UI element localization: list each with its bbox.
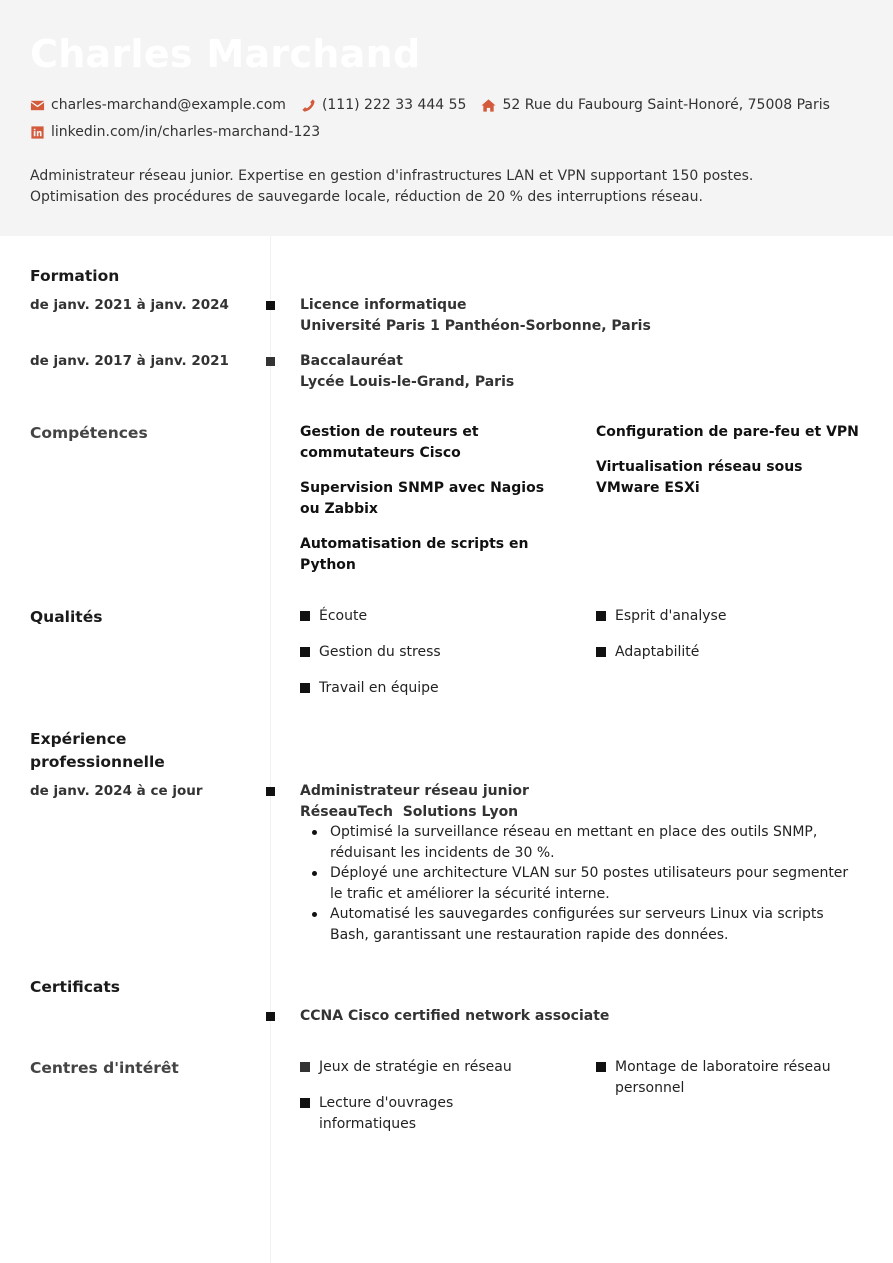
quality-text: Écoute	[319, 608, 368, 624]
entry-date: de janv. 2021 à janv. 2024	[30, 297, 229, 313]
interest-text: Montage de laboratoire réseau personnel	[615, 1059, 831, 1096]
interest-item	[596, 1057, 866, 1098]
profile-summary	[30, 166, 863, 208]
company: RéseauTech Solutions Lyon	[300, 803, 519, 820]
square-bullet-icon	[266, 1012, 275, 1021]
square-bullet-icon	[266, 301, 275, 310]
interest-item	[300, 1057, 560, 1078]
section-title: Qualités	[30, 608, 103, 626]
square-bullet-icon	[266, 787, 275, 796]
envelope-icon	[30, 98, 45, 113]
certificate-name: CCNA Cisco certified network associate	[300, 1008, 610, 1024]
task-text: Optimisé la surveillance réseau en mettant en place des outils SNMP, réduisant les incidents de 30 %.	[330, 824, 818, 861]
section-title: Formation	[30, 267, 120, 285]
linkedin-text: linkedin.com/in/charles-marchand-123	[51, 124, 321, 140]
square-bullet-icon	[300, 1062, 310, 1072]
contact-linkedin[interactable]	[30, 119, 320, 146]
entry-body	[300, 295, 863, 336]
phone-text: (111) 222 33 444 55	[321, 97, 467, 113]
school: Université Paris 1 Panthéon-Sorbonne, Paris	[300, 317, 651, 334]
skill-item: Automatisation de scripts en Python	[300, 536, 529, 573]
interest-text: Jeux de stratégie en réseau	[319, 1059, 512, 1075]
bullet-dot-icon	[312, 912, 317, 917]
summary-line: Administrateur réseau junior. Expertise en gestion d'infrastructures LAN et VPN supportant 150 postes.	[30, 168, 754, 184]
contact-email[interactable]	[30, 92, 286, 119]
interest-text: Lecture d'ouvrages informatiques	[319, 1095, 454, 1132]
home-icon	[481, 98, 496, 113]
contact-address	[481, 92, 829, 119]
entry-date: de janv. 2017 à janv. 2021	[30, 353, 229, 369]
quality-text: Travail en équipe	[319, 680, 439, 696]
linkedin-icon	[30, 125, 45, 140]
section-title: Certificats	[30, 978, 121, 996]
task-item	[300, 822, 863, 863]
degree: Baccalauréat	[300, 353, 403, 369]
contact-phone[interactable]	[301, 92, 467, 119]
phone-icon	[301, 98, 316, 113]
quality-item	[596, 642, 856, 663]
address-text: 52 Rue du Faubourg Saint-Honoré, 75008 Paris	[502, 97, 830, 113]
contact-row	[30, 119, 863, 146]
quality-item	[300, 678, 560, 699]
section-title: Centres d'intérêt	[30, 1059, 179, 1077]
school: Lycée Louis-le-Grand, Paris	[300, 373, 515, 390]
entry-body	[300, 351, 863, 392]
resume-header	[0, 0, 893, 236]
quality-item	[300, 642, 560, 663]
quality-item	[596, 606, 856, 627]
skill-item: Supervision SNMP avec Nagios ou Zabbix	[300, 480, 545, 517]
task-item	[300, 863, 863, 904]
square-bullet-icon	[300, 611, 310, 621]
candidate-name: Charles Marchand	[30, 32, 421, 76]
square-bullet-icon	[266, 357, 275, 366]
skill-item: Gestion de routeurs et commutateurs Cisco	[300, 424, 479, 461]
square-bullet-icon	[300, 683, 310, 693]
bullet-dot-icon	[312, 871, 317, 876]
quality-text: Esprit d'analyse	[615, 608, 727, 624]
email-text: charles-marchand@example.com	[51, 97, 286, 113]
summary-line: Optimisation des procédures de sauvegarde locale, réduction de 20 % des interruptions réseau.	[30, 189, 703, 205]
entry-date: de janv. 2024 à ce jour	[30, 783, 203, 799]
square-bullet-icon	[596, 1062, 606, 1072]
square-bullet-icon	[300, 1098, 310, 1108]
bullet-dot-icon	[312, 830, 317, 835]
contact-row	[30, 92, 863, 119]
quality-item	[300, 606, 560, 627]
skill-item: Virtualisation réseau sous VMware ESXi	[596, 459, 803, 496]
task-item	[300, 904, 863, 945]
square-bullet-icon	[300, 647, 310, 657]
square-bullet-icon	[596, 611, 606, 621]
quality-text: Adaptabilité	[615, 644, 700, 660]
section-title: Compétences	[30, 424, 148, 442]
job-title: Administrateur réseau junior	[300, 783, 529, 799]
contact-info	[30, 92, 863, 146]
skill-item: Configuration de pare-feu et VPN	[596, 424, 859, 440]
interest-item	[300, 1093, 500, 1134]
task-text: Automatisé les sauvegardes configurées sur serveurs Linux via scripts Bash, garantissant une restauration rapide des données.	[330, 906, 824, 943]
square-bullet-icon	[596, 647, 606, 657]
quality-text: Gestion du stress	[319, 644, 441, 660]
task-text: Déployé une architecture VLAN sur 50 postes utilisateurs pour segmenter le trafic et améliorer la sécurité interne.	[330, 865, 849, 902]
degree: Licence informatique	[300, 297, 467, 313]
entry-body	[300, 781, 863, 945]
section-title: Expérience professionnelle	[30, 730, 165, 771]
task-list	[300, 822, 863, 945]
column-divider	[270, 236, 271, 1263]
